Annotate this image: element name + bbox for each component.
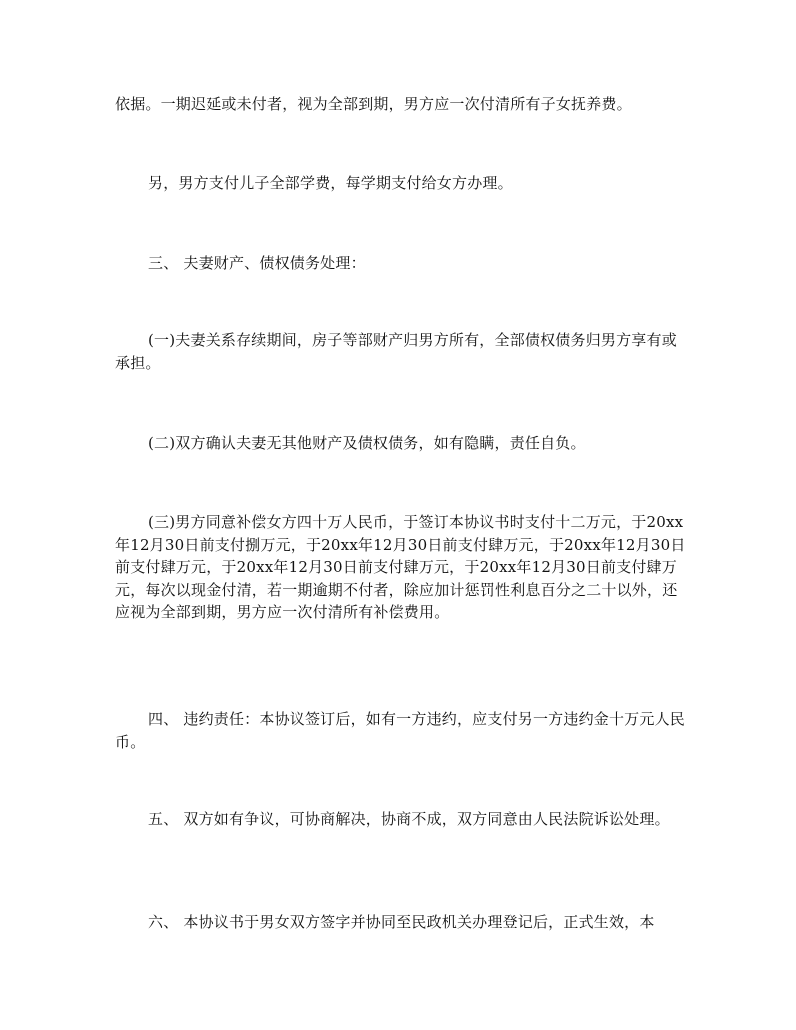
paragraph-3-1-property: (一)夫妻关系存续期间，房子等部财产归男方所有，全部债权债务归男方享有或承担。 [115,331,677,372]
paragraph-tuition: 另，男方支付儿子全部学费，每学期支付给女方办理。 [148,174,513,192]
section-4-breach-liability: 四、 违约责任：本协议签订后，如有一方违约，应支付另一方违约金十万元人民币。 [115,710,685,751]
section-6-effectiveness: 六、 本协议书于男女双方签字并协同至民政机关办理登记后，正式生效，本 [148,913,655,931]
paragraph-3-3-compensation: (三)男方同意补偿女方四十万人民币，于签订本协议书时支付十二万元，于20xx年12月30日前支付捌万元，于20xx年12月30日前支付肆万元，于20xx年12月30日前支付肆万元，于20xx年12月30日前支付肆万元，于20xx年12月30日前支付肆万元，每次以现金付清，若一期逾期不付者，除应加计惩罚性利息百分之二十以外，还应视为全部到期，男方应一次付清所有补偿费用。 [115,513,686,621]
paragraph-3-2-no-other-property: (二)双方确认夫妻无其他财产及债权债务，如有隐瞒，责任自负。 [148,434,586,452]
section-3-heading: 三、 夫妻财产、债权债务处理： [148,254,366,272]
section-5-dispute-resolution: 五、 双方如有争议，可协商解决，协商不成，双方同意由人民法院诉讼处理。 [148,810,670,828]
paragraph-child-support-continuation: 依据。一期迟延或未付者，视为全部到期，男方应一次付清所有子女抚养费。 [115,95,632,113]
